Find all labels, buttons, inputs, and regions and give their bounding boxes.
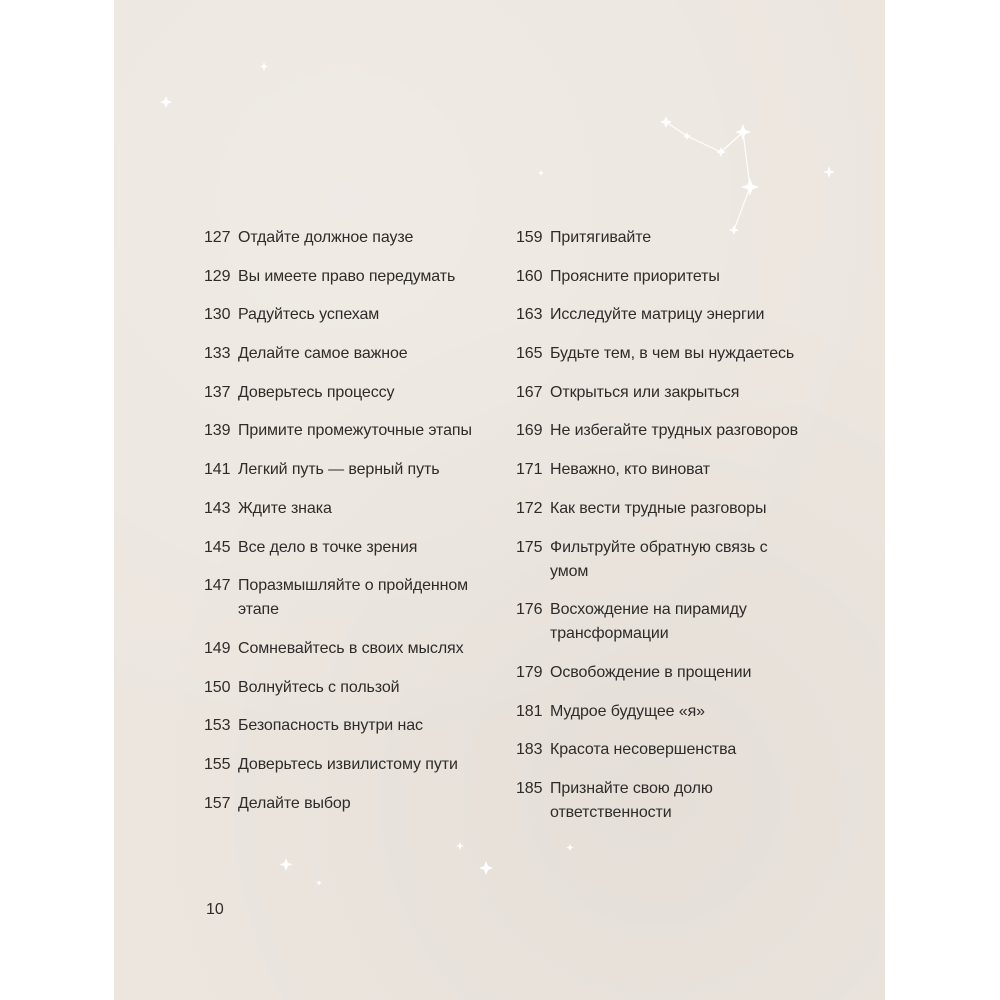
toc-entry[interactable] [516,381,816,405]
toc-entry[interactable] [516,738,816,762]
toc-entry[interactable] [204,303,504,327]
toc-title: Сомневайтесь в своих мыслях [238,639,464,657]
toc-page-number: 176 [516,601,543,619]
toc-entry[interactable] [516,419,816,443]
toc-page-number: 141 [204,461,231,479]
toc-entry[interactable] [204,226,504,250]
toc-page-number: 181 [516,702,543,720]
toc-page-number: 179 [516,663,543,681]
toc-title: Все дело в точке зрения [238,538,418,556]
toc-page-number: 169 [516,422,543,440]
toc-page-number: 165 [516,345,543,363]
toc-page-number: 129 [204,267,231,285]
toc-entry[interactable] [204,265,504,289]
toc-page-number: 183 [516,741,543,759]
toc-title: Фильтруйте обратную связь с умом [550,538,768,580]
book-page [114,0,885,1000]
toc-entry[interactable] [516,458,816,482]
star-icon [479,861,493,875]
toc-page-number: 127 [204,229,231,246]
toc-title: Красота несовершенства [550,741,737,759]
toc-right-column [516,226,816,840]
star-icon [683,132,691,140]
toc-title: Ждите знака [238,499,332,517]
toc-page-number: 139 [204,422,231,440]
toc-entry[interactable] [204,753,504,777]
star-icon [823,166,835,178]
toc-title: Делайте самое важное [238,345,408,363]
star-icon [456,842,464,850]
toc-title: Легкий путь — верный путь [238,461,440,479]
toc-title: Волнуйтесь с пользой [238,678,400,696]
toc-left-column [204,226,504,830]
toc-title: Доверьтесь процессу [238,383,395,401]
toc-entry[interactable] [516,777,816,825]
toc-title: Делайте выбор [238,794,351,812]
toc-title: Освобождение в прощении [550,663,752,681]
star-icon [660,116,672,128]
toc-page-number: 143 [204,499,231,517]
toc-title: Исследуйте матрицу энергии [550,306,765,324]
toc-page-number: 145 [204,538,231,556]
toc-page-number: 133 [204,345,231,363]
toc-page-number: 137 [204,383,231,401]
toc-title: Признайте свою долю ответственности [550,779,713,821]
toc-entry[interactable] [204,536,504,560]
toc-page-number: 160 [516,267,543,285]
toc-entry[interactable] [516,303,816,327]
toc-entry[interactable] [204,792,504,816]
toc-page-number: 167 [516,383,543,401]
toc-title: Безопасность внутри нас [238,717,423,735]
toc-title: Открыться или закрыться [550,383,740,401]
toc-title: Как вести трудные разговоры [550,499,767,517]
toc-title: Вы имеете право передумать [238,267,456,285]
star-icon [538,170,544,176]
toc-entry[interactable] [204,637,504,661]
toc-page-number: 150 [204,678,231,696]
toc-entry[interactable] [204,714,504,738]
toc-entry[interactable] [204,342,504,366]
toc-title: Не избегайте трудных разговоров [550,422,799,440]
toc-page-number: 147 [204,577,231,595]
toc-entry[interactable] [204,419,504,443]
toc-entry[interactable] [204,458,504,482]
toc-entry[interactable] [516,342,816,366]
star-icon [160,96,172,108]
toc-title: Проясните приоритеты [550,267,720,285]
toc-entry[interactable] [204,497,504,521]
toc-entry[interactable] [204,676,504,700]
toc-page-number: 130 [204,306,231,324]
toc-entry[interactable] [204,574,504,622]
toc-title: Мудрое будущее «я» [550,702,705,720]
toc-entry[interactable] [204,381,504,405]
star-icon [316,880,322,886]
toc-entry[interactable] [516,536,816,584]
toc-entry[interactable] [516,497,816,521]
toc-title: Примите промежуточные этапы [238,422,472,440]
toc-title: Будьте тем, в чем вы нуждаетесь [550,345,795,363]
toc-page-number: 157 [204,794,231,812]
star-icon [280,858,293,871]
toc-page-number: 171 [516,461,543,479]
toc-page-number: 185 [516,779,543,797]
toc-entry[interactable] [516,265,816,289]
toc-page-number: 175 [516,538,543,556]
toc-page-number: 153 [204,717,231,735]
toc-page-number: 149 [204,639,231,657]
toc-entry[interactable] [516,226,816,250]
star-icon [741,178,759,196]
toc-entry[interactable] [516,700,816,724]
toc-title: Неважно, кто виноват [550,461,711,479]
toc-entry[interactable] [516,598,816,646]
toc-title: Радуйтесь успехам [238,306,380,324]
toc-page-number: 159 [516,229,543,246]
star-icon [260,62,268,71]
page-number: 10 [206,901,224,918]
toc-entry[interactable] [516,661,816,685]
toc-title: Отдайте должное паузе [238,229,414,246]
toc-title: Поразмышляйте о пройденном этапе [238,577,469,619]
toc-title: Восхождение на пирамиду трансформации [550,601,747,643]
star-icon [567,844,574,851]
toc-page-number: 155 [204,755,231,773]
toc-page-number: 172 [516,499,543,517]
toc-title: Доверьтесь извилистому пути [238,755,458,773]
toc-title: Притягивайте [550,229,652,246]
toc-page-number: 163 [516,306,543,324]
